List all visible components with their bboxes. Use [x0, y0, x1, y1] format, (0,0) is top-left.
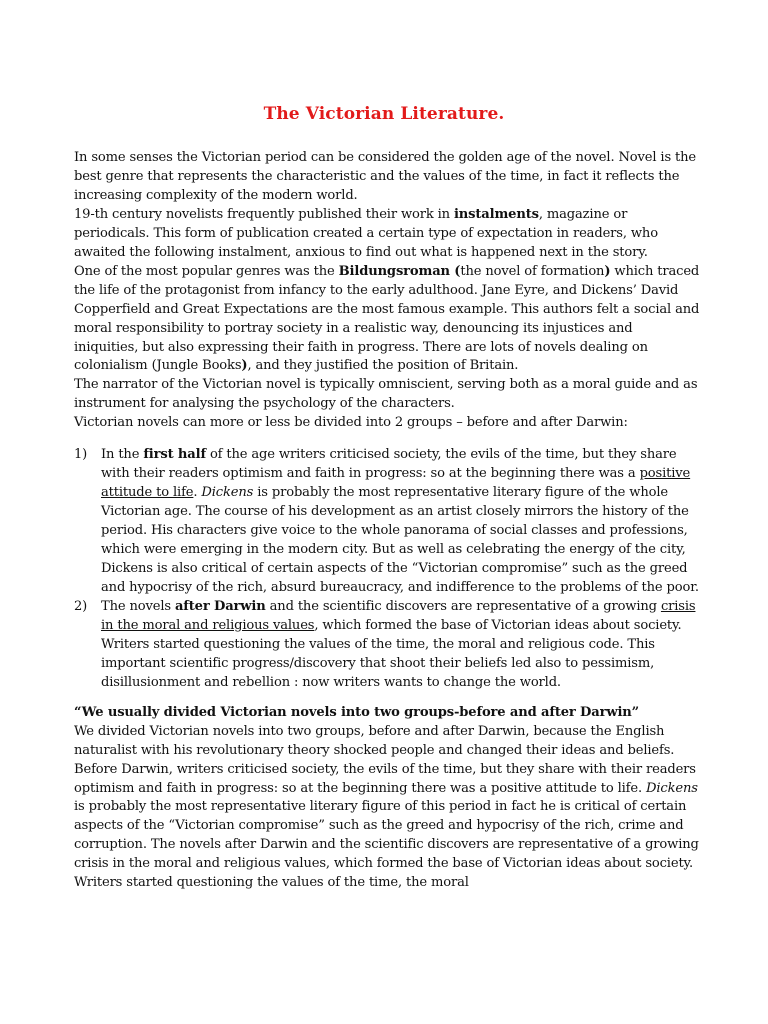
text-run: is probably the most representative literary figure of this period in fact he is critical of certain aspects of the “Victorian compromise” such as the greed and hypocrisy of the rich, crime and corruption. The novels after Darwin and the scientific discovers are representative of a growing crisis in the moral and religious values, which formed the base of Victorian ideas about society. Writers started questioning the values of the time, the moral [74, 799, 699, 891]
bold-term-instalments: instalments [453, 206, 539, 222]
list-item [74, 598, 700, 693]
text-run: , and they justified the position of Britain. [247, 358, 519, 374]
text-run: is probably the most representative literary figure of the whole Victorian age. The course of his development as an artist closely mirrors the history of the period. His characters give voice to the whole panorama of social classes and professions, which were emerging in the modern city. But as well as celebrating the energy of the city, Dickens is also critical of certain aspects of the “Victorian compromise” such as the greed and hypocrisy of the rich, absurd bureaucracy, and indifference to the problems of the poor. [101, 485, 699, 595]
text-run: , magazine or periodicals. This form of publication created a certain type of expectation in readers, who awaited the following instalment, anxious to find out what is happened next in the story. [74, 206, 658, 260]
bold-paren: ) [241, 358, 248, 374]
bold-paren: ) [604, 263, 611, 279]
list-number: 1) [74, 447, 88, 463]
text-run: In the [101, 447, 144, 463]
bold-term-first-half: first half [143, 447, 206, 463]
underlined-phrase: crisis in the moral and religious values [101, 598, 696, 633]
paragraph-summary [74, 723, 700, 894]
text-run: which traced the life of the protagonist from infancy to the early adulthood. Jane Eyre, and Dickens’ David Copperfield and Great Expectations are the most famous example. This authors felt a social and moral responsibility to portray society in a realistic way, denouncing its injustices and iniquities, but also expressing their faith in progress. There are lots of novels dealing on colonialism (Jungle Books [74, 263, 700, 374]
bold-term-bildungsroman: Bildungsroman ( [338, 263, 461, 279]
text-run: the novel of formation [460, 263, 605, 279]
paragraph-bildungsroman [74, 263, 700, 377]
text-run: 19-th century novelists frequently published their work in [74, 206, 454, 222]
text-run: , which formed the base of Victorian ideas about society. Writers started questioning the values of the time, the moral and religious code. This important scientific progress/discovery that shoot their beliefs led also to pessimism, disillusionment and rebellion : now writers wants to change the world. [101, 617, 682, 690]
paragraph-narrator: The narrator of the Victorian novel is typically omniscient, serving both as a moral guide and as instrument for analysing the psychology of the characters. [74, 377, 698, 412]
list-item [74, 446, 700, 598]
document-title: The Victorian Literature. [263, 104, 505, 124]
text-run: The novels [101, 598, 175, 614]
text-run: We divided Victorian novels into two groups, before and after Darwin, because the English naturalist with his revolutionary theory shocked people and changed their ideas and beliefs. Before Darwin, writers criticised society, the evils of the time, but they share with their readers optimism and faith in progress: so at the beginning there was a positive attitude to life. [74, 723, 696, 796]
paragraph-groups-intro: Victorian novels can more or less be divided into 2 groups – before and after Darwin: [74, 415, 628, 431]
text-run: and the scientific discovers are representative of a growing [265, 598, 661, 614]
text-run: One of the most popular genres was the [74, 263, 339, 279]
text-run: of the age writers criticised society, the evils of the time, but they share with their readers optimism and faith in progress: so at the beginning there was a [101, 447, 677, 482]
underlined-phrase: positive attitude to life [101, 466, 691, 501]
italic-name-dickens: Dickens [646, 780, 698, 796]
paragraph-intro: In some senses the Victorian period can be considered the golden age of the novel. Novel is the best genre that represents the characteristic and the values of the time, in fact it reflects the increasing complexity of the modern world. [74, 150, 697, 203]
list-number: 2) [74, 598, 88, 614]
document-body [74, 149, 700, 893]
paragraph-instalments [74, 206, 700, 263]
text-run: . [193, 485, 202, 501]
italic-name-dickens: Dickens [201, 485, 254, 501]
bold-term-after-darwin: after Darwin [174, 598, 266, 614]
numbered-list [74, 446, 700, 692]
quote-heading: “We usually divided Victorian novels into two groups-before and after Darwin” [74, 704, 640, 720]
